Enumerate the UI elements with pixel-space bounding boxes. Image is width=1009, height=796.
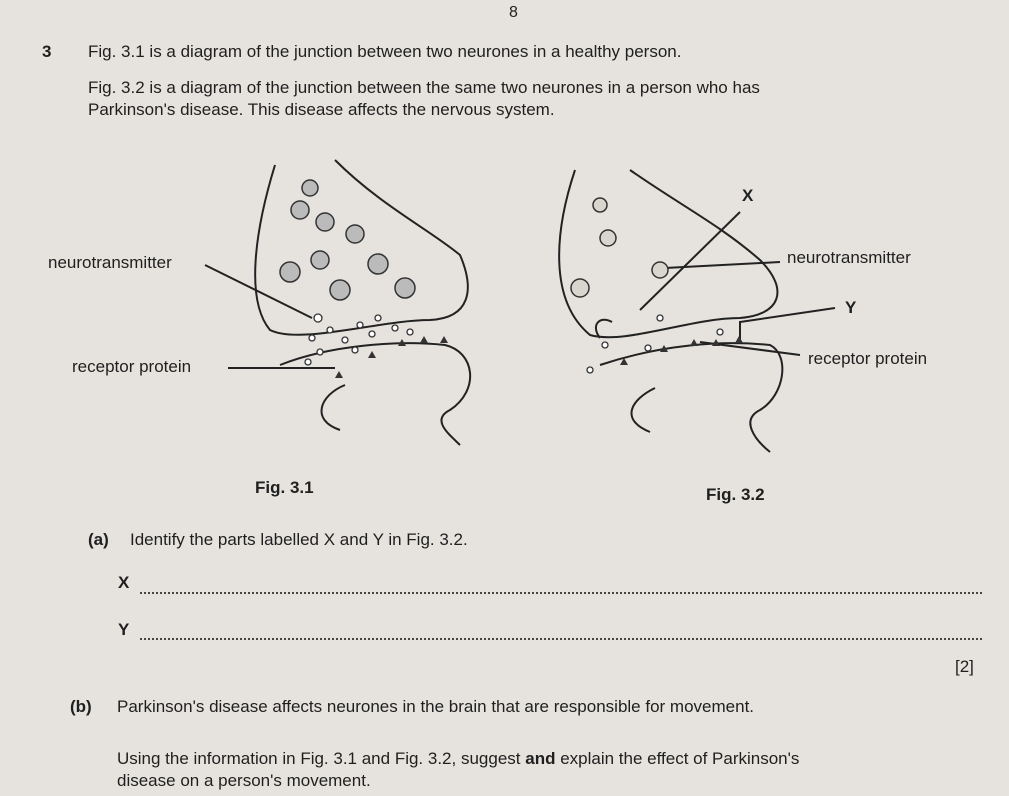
part-a-question: Identify the parts labelled X and Y in Fig. 3.2. bbox=[130, 530, 468, 549]
fig1-postsynaptic-inner bbox=[321, 385, 345, 430]
fig1-molecule bbox=[369, 331, 375, 337]
fig2-molecule bbox=[717, 329, 723, 335]
fig1-vesicle bbox=[311, 251, 329, 269]
fig1-vesicles bbox=[280, 180, 415, 300]
fig1-vesicle bbox=[330, 280, 350, 300]
fig2-vesicle bbox=[652, 262, 668, 278]
fig1-receptor bbox=[368, 351, 376, 358]
fig1-molecule bbox=[314, 314, 322, 322]
fig1-receptor bbox=[440, 336, 448, 343]
fig2-label-y: Y bbox=[845, 298, 857, 317]
fig2-y-pointer bbox=[740, 308, 835, 340]
answer-x-line[interactable] bbox=[140, 592, 982, 594]
question-number: 3 bbox=[42, 42, 52, 61]
fig1-molecule bbox=[327, 327, 333, 333]
fig2-label-receptor-protein: receptor protein bbox=[808, 349, 928, 368]
page-number: 8 bbox=[509, 4, 518, 21]
fig2-neurotransmitter-pointer bbox=[665, 262, 780, 268]
fig2-vesicle bbox=[593, 198, 607, 212]
fig2-vesicle bbox=[600, 230, 616, 246]
part-b-instruction-bold: and bbox=[525, 749, 556, 768]
fig1-molecule bbox=[305, 359, 311, 365]
part-b-instruction-pre: Using the information in Fig. 3.1 and Fig. 3.2, suggest bbox=[117, 749, 526, 768]
fig1-molecule bbox=[342, 337, 348, 343]
fig1-molecule bbox=[357, 322, 363, 328]
fig2-receptor bbox=[690, 339, 698, 346]
part-b-instruction-line1 bbox=[117, 749, 799, 769]
fig1-molecule bbox=[392, 325, 398, 331]
fig1-vesicle bbox=[346, 225, 364, 243]
question-intro-line1: Fig. 3.1 is a diagram of the junction between two neurones in a healthy person. bbox=[88, 42, 682, 61]
fig1-presynaptic-membrane bbox=[255, 160, 468, 335]
question-intro-line2: Fig. 3.2 is a diagram of the junction between the same two neurones in a person who has bbox=[88, 78, 760, 97]
fig1-vesicle bbox=[291, 201, 309, 219]
fig1-vesicle bbox=[316, 213, 334, 231]
fig2-label-neurotransmitter: neurotransmitter bbox=[787, 248, 911, 267]
part-b-instruction-line2: disease on a person's movement. bbox=[117, 771, 371, 790]
fig2-receptor bbox=[735, 336, 743, 343]
part-b-statement: Parkinson's disease affects neurones in the brain that are responsible for movement. bbox=[117, 697, 755, 716]
fig1-molecule bbox=[375, 315, 381, 321]
fig1-label-receptor-protein: receptor protein bbox=[72, 357, 192, 376]
fig2-molecule bbox=[645, 345, 651, 351]
fig2-molecule bbox=[657, 315, 663, 321]
fig2-receptors bbox=[620, 336, 743, 365]
fig1-receptor bbox=[420, 336, 428, 343]
fig1-vesicle bbox=[302, 180, 318, 196]
fig2-molecule bbox=[602, 342, 608, 348]
fig2-postsynaptic-inner bbox=[631, 388, 655, 432]
fig2-vesicles bbox=[571, 198, 668, 297]
answer-x-label: X bbox=[118, 573, 130, 592]
answer-y-label: Y bbox=[118, 620, 130, 639]
fig2-x-pointer bbox=[640, 212, 740, 310]
fig1-molecule bbox=[309, 335, 315, 341]
fig2-molecule bbox=[587, 367, 593, 373]
part-a-marks: [2] bbox=[955, 657, 974, 676]
fig1-vesicle bbox=[395, 278, 415, 298]
fig1-receptor bbox=[335, 371, 343, 378]
fig1-receptors bbox=[335, 336, 448, 378]
fig1-molecule bbox=[317, 349, 323, 355]
fig2-caption: Fig. 3.2 bbox=[706, 485, 765, 504]
fig1-molecule bbox=[352, 347, 358, 353]
part-a-marker: (a) bbox=[88, 530, 109, 549]
fig2-vesicle bbox=[571, 279, 589, 297]
fig1-vesicle bbox=[368, 254, 388, 274]
fig2-label-x: X bbox=[742, 186, 754, 205]
fig1-neurotransmitter-molecules bbox=[305, 314, 413, 365]
part-b-marker: (b) bbox=[70, 697, 92, 716]
answer-y-line[interactable] bbox=[140, 638, 982, 640]
fig2-postsynaptic-membrane bbox=[600, 343, 782, 452]
fig2-vesicle-fusion bbox=[596, 320, 612, 338]
question-intro-line3: Parkinson's disease. This disease affects the nervous system. bbox=[88, 100, 555, 119]
part-b-instruction-post: explain the effect of Parkinson's bbox=[555, 749, 800, 768]
fig1-molecule bbox=[407, 329, 413, 335]
fig1-caption: Fig. 3.1 bbox=[255, 478, 314, 497]
fig1-drawing bbox=[205, 160, 470, 445]
fig1-vesicle bbox=[280, 262, 300, 282]
fig1-label-neurotransmitter: neurotransmitter bbox=[48, 253, 172, 272]
